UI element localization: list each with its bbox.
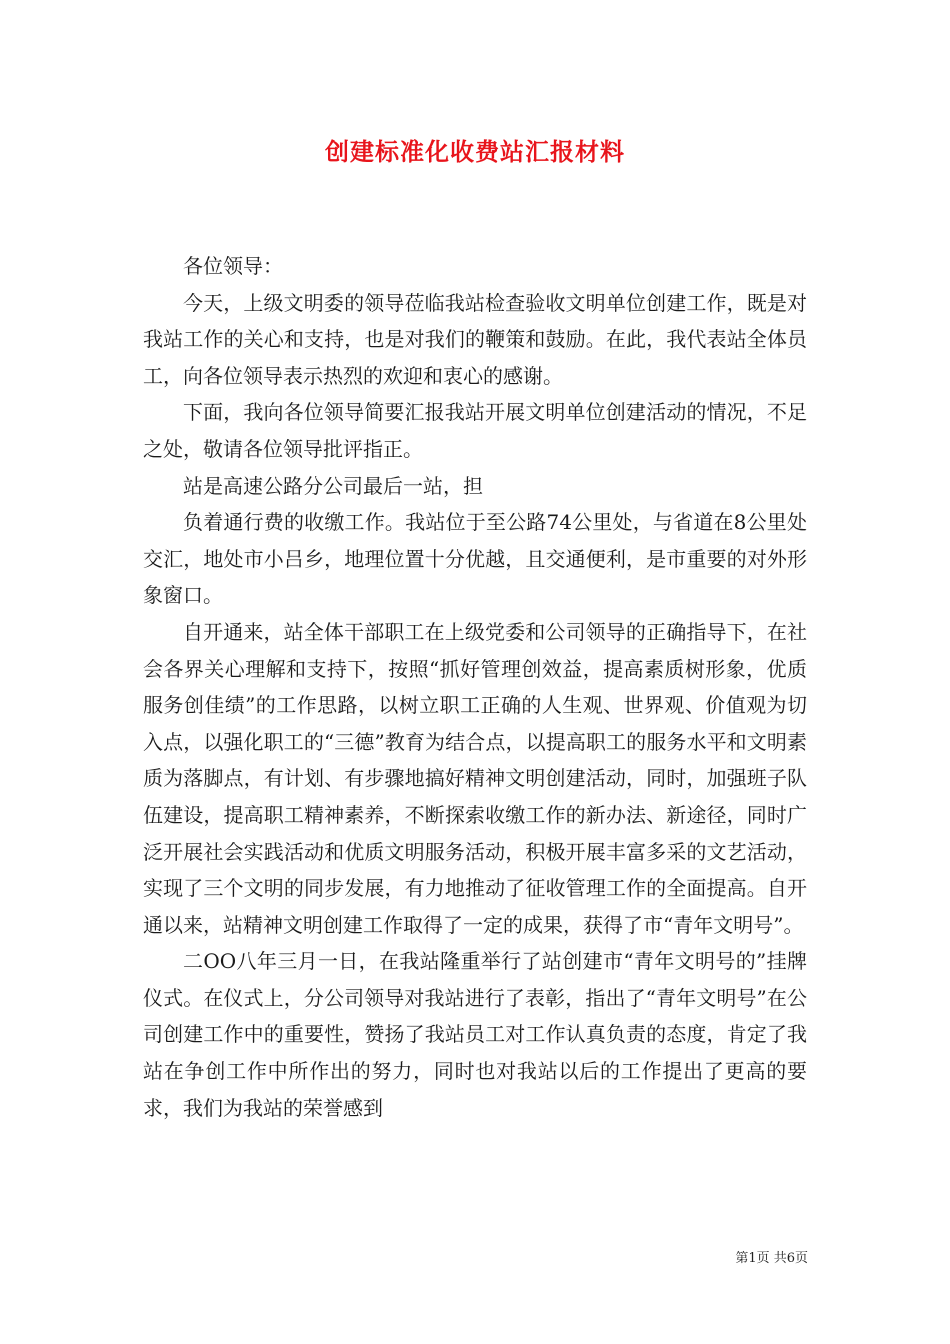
paragraph: 二OO八年三月一日，在我站隆重举行了站创建市“青年文明号的”挂牌仪式。在仪式上，分公司领导对我站进行了表彰，指出了“青年文明号”在公司创建工作中的重要性，赞扬了我站员工对工作认真负责的态度，肯定了我站在争创工作中所作出的努力，同时也对我站以后的工作提出了更高的要求，我们为我站的荣誉感到 [143, 949, 807, 1120]
paragraph: 今天，上级文明委的领导莅临我站检查验收文明单位创建工作，既是对我站工作的关心和支持，也是对我们的鞭策和鼓励。在此，我代表站全体员工，向各位领导表示热烈的欢迎和衷心的感谢。 [143, 290, 807, 388]
paragraph: 自开通来，站全体干部职工在上级党委和公司领导的正确指导下，在社会各界关心理解和支持下，按照“抓好管理创效益，提高素质树形象，优质服务创佳绩”的工作思路，以树立职工正确的人生观、世界观、价值观为切入点，以强化职工的“三德”教育为结合点，以提高职工的服务水平和文明素质为落脚点，有计划、有步骤地搞好精神文明创建活动，同时，加强班子队伍建设，提高职工精神素养，不断探索收缴工作的新办法、新途径，同时广泛开展社会实践活动和优质文明服务活动，积极开展丰富多采的文艺活动，实现了三个文明的同步发展，有力地推动了征收管理工作的全面提高。自开通以来，站精神文明创建工作取得了一定的成果，获得了市“青年文明号”。 [143, 619, 807, 937]
document-body [143, 248, 807, 1126]
paragraph: 站是高速公路分公司最后一站，担 [183, 473, 483, 498]
salutation: 各位领导： [183, 254, 283, 278]
page-number: 第1页 共6页 [735, 1251, 808, 1266]
paragraph: 负着通行费的收缴工作。我站位于至公路74公里处，与省道在8公里处交汇，地处市小吕乡，地理位置十分优越，且交通便利，是市重要的对外形象窗口。 [143, 510, 807, 608]
paragraph: 下面，我向各位领导简要汇报我站开展文明单位创建活动的情况，不足之处，敬请各位领导批评指正。 [143, 400, 807, 461]
document-title: 创建标准化收费站汇报材料 [325, 137, 625, 166]
